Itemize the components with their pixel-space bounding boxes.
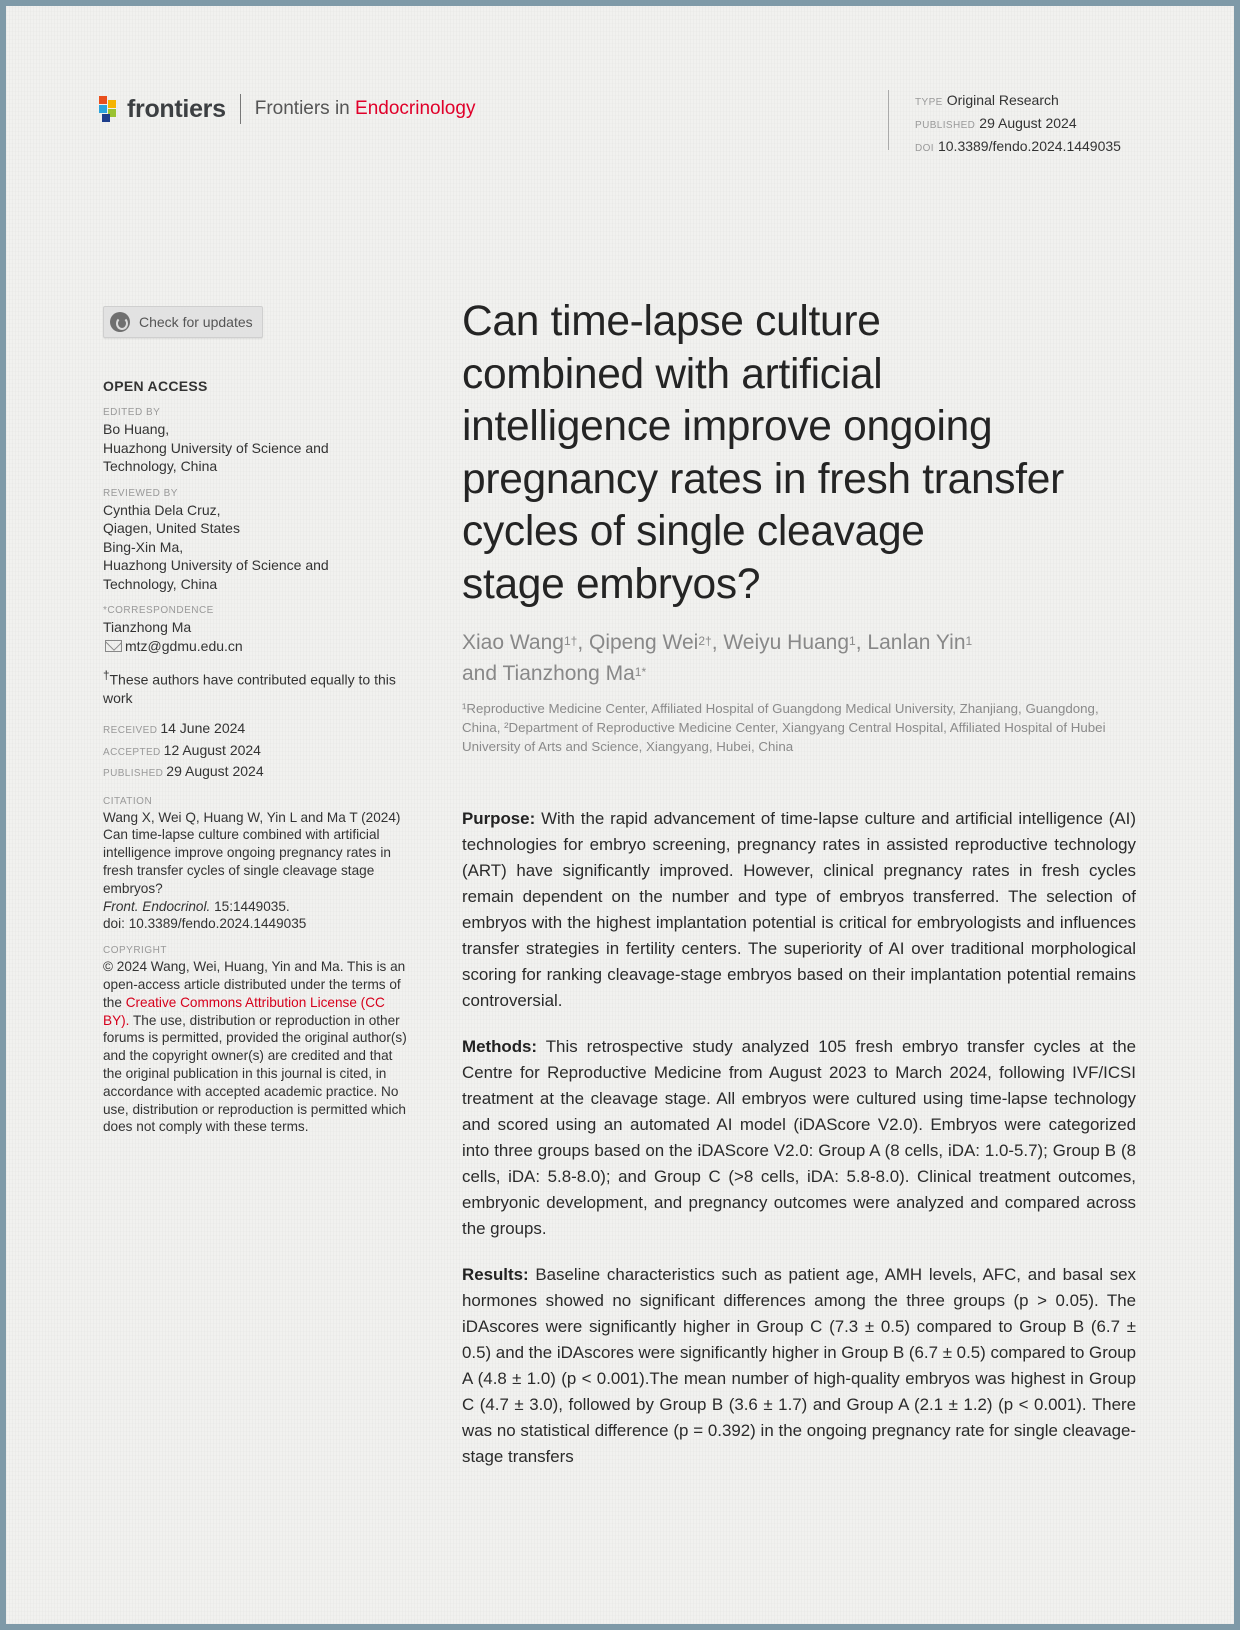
- published-value: 29 August 2024: [166, 763, 264, 780]
- reviewed-by-line: Cynthia Dela Cruz,: [103, 501, 221, 518]
- meta-type-value: Original Research: [946, 92, 1059, 108]
- meta-doi-value[interactable]: 10.3389/fendo.2024.1449035: [937, 138, 1121, 154]
- citation-doi[interactable]: doi: 10.3389/fendo.2024.1449035: [103, 916, 307, 932]
- meta-published-label: PUBLISHED: [915, 120, 976, 131]
- copyright-label: COPYRIGHT: [103, 945, 167, 957]
- dagger-mark: †: [103, 668, 110, 682]
- equal-contribution-text: These authors have contributed equally to this work: [103, 671, 396, 706]
- citation-label: CITATION: [103, 795, 153, 807]
- author-affil-mark: 1: [965, 634, 973, 648]
- reviewed-by-line: Huazhong University of Science and: [103, 557, 329, 573]
- article-main: [462, 296, 1136, 1470]
- affiliations: ¹Reproductive Medicine Center, Affiliated Hospital of Guangdong Medical University, Zhanjiang, Guangdong, China, ²Department of Reproductive Medicine Center, Xiangyang Central Hospital, Affiliated Hospital of Hubei University of Arts and Science, Xiangyang, Hubei, China: [462, 701, 1106, 754]
- sidebar: [103, 306, 413, 1147]
- abstract-heading: Methods:: [462, 1037, 538, 1056]
- journal-accent: Endocrinology: [355, 98, 476, 119]
- citation-text: [103, 809, 413, 934]
- author-name[interactable]: Tianzhong Ma: [502, 662, 635, 685]
- abstract-purpose: [462, 806, 1136, 1014]
- author-name[interactable]: Lanlan Yin: [867, 631, 966, 654]
- accepted-date: [103, 741, 413, 763]
- author-name[interactable]: Weiyu Huang: [723, 631, 850, 654]
- author-name[interactable]: Xiao Wang: [462, 631, 564, 654]
- citation-volume: 15:1449035.: [210, 898, 290, 914]
- author-line: [462, 627, 1136, 658]
- author-separator: ,: [711, 631, 724, 654]
- meta-published-value: 29 August 2024: [979, 115, 1077, 131]
- author-affil-mark: 2†: [698, 634, 712, 648]
- check-updates-label: Check for updates: [139, 314, 253, 330]
- copyright-post: The use, distribution or reproduction in other forums is permitted, provided the original author(s) and the copyright owner(s) are credited and that the original publication in this journal is cited, in accordance with accepted academic practice. No use, distribution or reproduction is permitted which does not comply with these terms.: [103, 1012, 407, 1135]
- journal-name: [255, 98, 476, 120]
- correspondence-block: [103, 604, 413, 656]
- abstract-text: Baseline characteristics such as patient age, AMH levels, AFC, and basal sex hormones showed no significant differences among the three groups (p > 0.05). The iDAscores were significantly higher in Group C (7.3 ± 0.5) compared to Group B (6.7 ± 0.5) and the iDAscores were significantly higher in Group B (6.7 ± 0.5) compared to Group A (4.8 ± 1.0) (p < 0.001).The mean number of high-quality embryos was highest in Group C (4.7 ± 3.0), followed by Group B (3.6 ± 1.7) and Group A (2.1 ± 1.2) (p < 0.001). There was no statistical difference (p = 0.392) in the ongoing pregnancy rate for single cleavage-stage transfers: [462, 1265, 1136, 1466]
- author-affil-mark: 1†: [563, 634, 578, 648]
- author-affil-mark: 1*: [634, 665, 647, 679]
- edited-by-block: [103, 406, 413, 476]
- author-separator: ,: [577, 631, 589, 654]
- citation-body: Wang X, Wei Q, Huang W, Yin L and Ma T (2024) Can time-lapse culture combined with artificial intelligence improve ongoing pregnancy rates in fresh transfer cycles of single cleavage stage embryos?: [103, 809, 401, 896]
- abstract-methods: [462, 1034, 1136, 1242]
- published-date: [103, 762, 413, 784]
- article-page: [6, 6, 1234, 1624]
- received-label: RECEIVED: [103, 725, 158, 737]
- envelope-icon: [105, 640, 122, 652]
- abstract-results: [462, 1262, 1136, 1470]
- meta-published: [915, 113, 1121, 136]
- refresh-icon: [110, 312, 130, 332]
- reviewed-by-block: [103, 487, 413, 594]
- title-line: intelligence improve ongoing: [462, 403, 993, 450]
- edited-by-line: Technology, China: [103, 458, 218, 474]
- author-separator: ,: [855, 631, 868, 654]
- correspondence-name: Tianzhong Ma: [103, 619, 192, 635]
- citation-block: [103, 795, 413, 934]
- check-updates-button[interactable]: [103, 306, 263, 338]
- frontiers-wordmark: frontiers: [127, 94, 226, 123]
- received-date: [103, 719, 413, 741]
- brand-divider: [240, 94, 241, 124]
- reviewed-by-line: Bing-Xin Ma,: [103, 538, 184, 555]
- meta-type-label: TYPE: [915, 97, 943, 108]
- title-line: combined with artificial: [462, 350, 883, 398]
- meta-type: [915, 90, 1121, 113]
- journal-brand[interactable]: [97, 92, 475, 126]
- copyright-pre: © 2024 Wang, Wei, Huang, Yin and Ma. This is an open-access article distributed under the terms of the: [103, 959, 406, 1010]
- title-line: Can time-lapse culture: [462, 298, 881, 345]
- accepted-value: 12 August 2024: [163, 741, 261, 758]
- article-meta: [888, 90, 1121, 154]
- title-line: pregnancy rates in fresh transfer: [462, 455, 1064, 503]
- meta-doi-label: DOI: [915, 143, 934, 154]
- title-line: stage embryos?: [462, 560, 761, 608]
- published-label: PUBLISHED: [103, 768, 164, 780]
- dates-block: [103, 719, 413, 784]
- abstract-heading: Results:: [462, 1265, 529, 1284]
- open-access-label: OPEN ACCESS: [103, 378, 208, 394]
- reviewed-by-line: Qiagen, United States: [103, 520, 240, 536]
- correspondence-email-row[interactable]: [103, 637, 413, 656]
- author-affil-mark: 1: [849, 634, 856, 648]
- title-line: cycles of single cleavage: [462, 508, 925, 555]
- equal-contribution-note: [103, 667, 413, 708]
- abstract-text: This retrospective study analyzed 105 fresh embryo transfer cycles at the Centre for Reproductive Medicine from August 2023 to March 2024, following IVF/ICSI treatment at the cleavage stage. All embryos were cultured using time-lapse technology and scored using an automated AI model (iDAScore V2.0). Embryos were categorized into three groups based on the iDAScore V2.0: Group A (8 cells, iDA: 1.0-5.7); Group B (8 cells, iDA: 5.8-8.0); and Group C (>8 cells, iDA: 5.8-8.0). Clinical treatment outcomes, embryonic development, and pregnancy outcomes were analyzed and compared across the groups.: [462, 1037, 1136, 1238]
- cc-by-license-link[interactable]: Creative Commons Attribution License (CC BY).: [103, 994, 385, 1028]
- author-conjunction: and: [462, 662, 503, 685]
- abstract-text: With the rapid advancement of time-lapse culture and artificial intelligence (AI) technologies for embryo screening, pregnancy rates in assisted reproductive technology (ART) have significantly improved. However, clinical pregnancy rates in fresh cycles remain dependent on the number and type of embryos transferred. The selection of embryos with the highest implantation potential is critical for embryologists and influences transfer strategies in fertility centers. The superiority of AI over traditional morphological scoring for ranking cleavage-stage embryos based on their implantation potential remains controversial.: [462, 809, 1136, 1010]
- author-list: [462, 627, 1136, 689]
- citation-journal: Front. Endocrinol.: [103, 898, 211, 914]
- meta-doi: [915, 136, 1121, 159]
- journal-prefix: Frontiers in: [254, 98, 356, 119]
- article-title: [462, 296, 1136, 611]
- copyright-block: [103, 944, 413, 1136]
- accepted-label: ACCEPTED: [103, 746, 161, 758]
- reviewed-by-label: REVIEWED BY: [103, 487, 178, 499]
- received-value: 14 June 2024: [160, 720, 246, 737]
- frontiers-logo-icon: [97, 94, 123, 124]
- correspondence-label: *CORRESPONDENCE: [103, 605, 214, 616]
- copyright-text: [103, 958, 413, 1136]
- reviewed-by-line: Technology, China: [103, 575, 218, 592]
- correspondence-email[interactable]: mtz@gdmu.edu.cn: [125, 637, 243, 654]
- edited-by-line: Bo Huang,: [103, 421, 170, 437]
- edited-by-label: EDITED BY: [103, 407, 161, 418]
- author-name[interactable]: Qipeng Wei: [588, 631, 699, 654]
- edited-by-line: Huazhong University of Science and: [103, 439, 329, 456]
- abstract-heading: Purpose:: [462, 809, 536, 828]
- author-line: [462, 658, 1136, 689]
